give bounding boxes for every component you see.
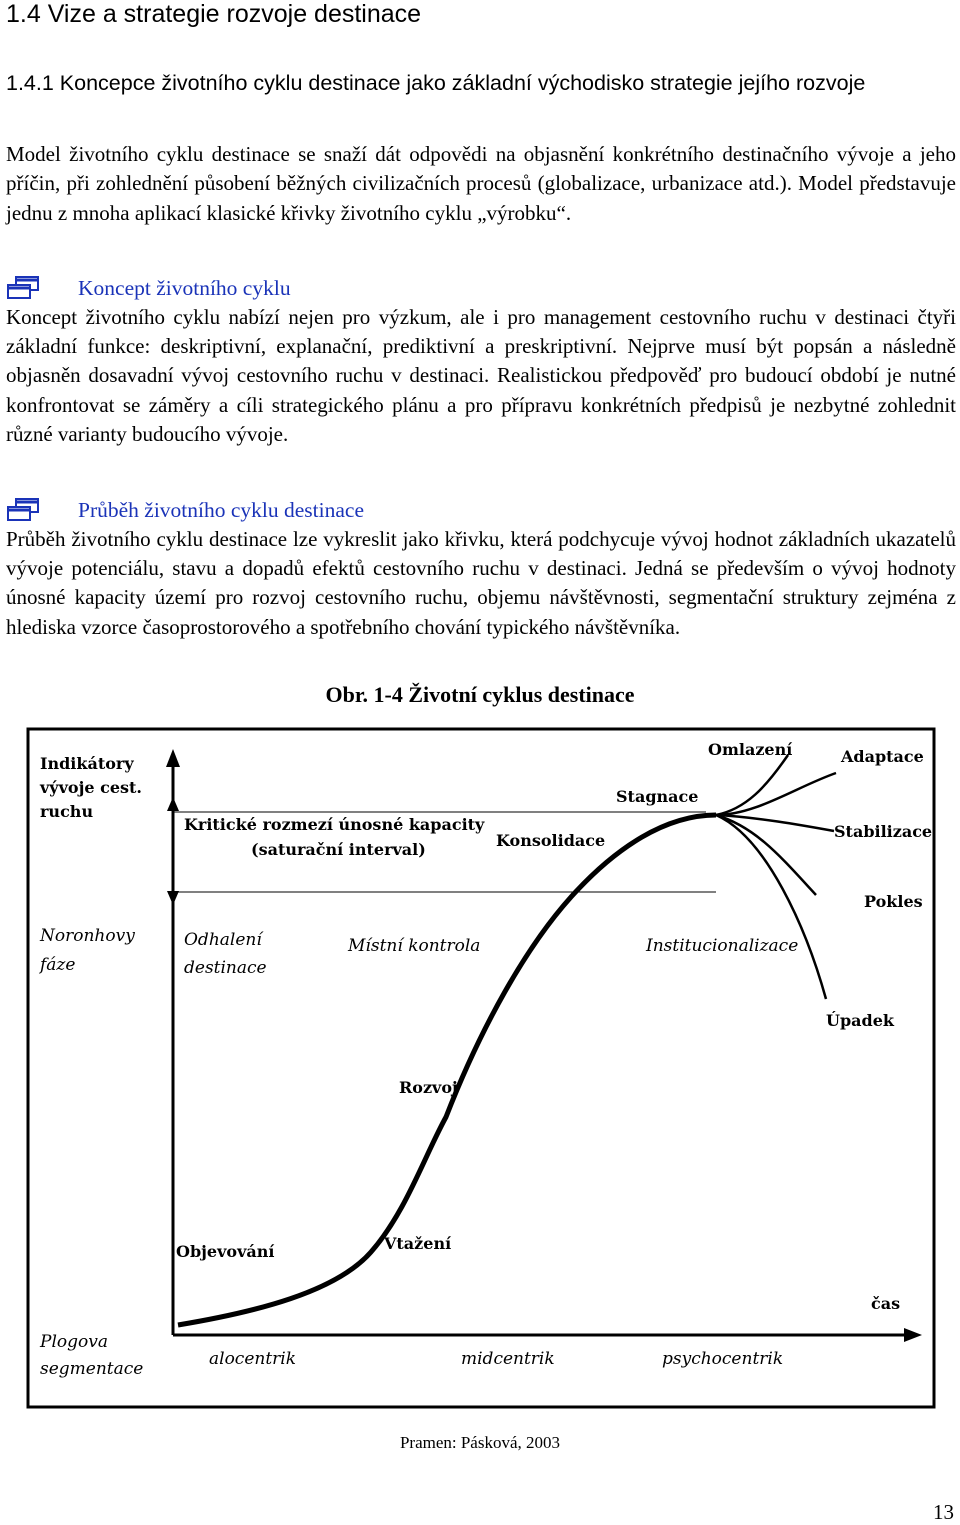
margin-note-label: Průběh životního cyklu destinace <box>78 498 364 522</box>
segment-midcentrik: midcentrik <box>461 1349 555 1369</box>
paragraph-concept: Koncept životního cyklu nabízí nejen pro výzkum, ale i pro management cestovního ruchu v destinaci čtyři základní funkce: deskriptivní, explanační, prediktivní a preskriptivní. Nejprve musí být popsán a následně objasněn dosavadní vývoj cestovního ruchu v destinaci. Realistickou předpověď pro budoucí období je nutné konfrontovat se záměry a cíli strategického plánu a pro přípravu konkrétních předpisů je nezbytné zohlednit různé varianty budoucího vývoje. <box>6 305 956 446</box>
segment-psychocentrik: psychocentrik <box>662 1349 784 1369</box>
subsection-heading: 1.4.1 Koncepce životního cyklu destinace jako základní východisko strategie jejího rozvoje <box>6 71 866 95</box>
x-axis-label: čas <box>871 1294 901 1313</box>
stage-vtazeni: Vtažení <box>384 1234 452 1253</box>
paragraph-intro: Model životního cyklu destinace se snaží dát odpovědi na objasnění konkrétního destinačního vývoje a jeho příčin, při zohlednění působení běžných civilizačních procesů (globalizace, urbanizace atd.). Model představuje jednu z mnoha aplikací klasické křivky životního cyklu „výrobku“. <box>6 142 956 225</box>
y-axis-label-line1: Indikátory <box>40 754 134 773</box>
stage-upadek: Úpadek <box>826 1011 894 1030</box>
phase-odhaleni-line1: Odhalení <box>184 930 262 950</box>
phase-label-line1: Noronhovy <box>40 926 135 946</box>
stage-adaptace: Adaptace <box>841 747 924 766</box>
stage-pokles: Pokles <box>864 892 923 911</box>
phase-odhaleni-line2: destinace <box>184 958 267 978</box>
segment-alocentrik: alocentrik <box>209 1349 297 1369</box>
life-cycle-diagram <box>26 727 936 1409</box>
segment-label-line2: segmentace <box>40 1359 144 1379</box>
stage-konsolidace: Konsolidace <box>496 831 606 850</box>
windows-icon <box>6 276 40 300</box>
section-heading: 1.4 Vize a strategie rozvoje destinace <box>6 0 422 28</box>
segment-label-line1: Plogova <box>40 1332 108 1352</box>
stage-rozvoj: Rozvoj <box>399 1078 458 1097</box>
stage-stabilizace: Stabilizace <box>834 822 933 841</box>
stage-omlazeni: Omlazení <box>708 740 793 759</box>
figure-caption: Obr. 1-4 Životní cyklus destinace <box>325 682 635 707</box>
y-axis-label-line3: ruchu <box>40 802 94 821</box>
phase-mistni-kontrola: Místní kontrola <box>348 936 481 956</box>
figure-source: Pramen: Pásková, 2003 <box>399 1433 561 1452</box>
capacity-label-line1: Kritické rozmezí únosné kapacity <box>184 815 485 834</box>
stage-stagnace: Stagnace <box>616 787 699 806</box>
windows-icon <box>6 498 40 522</box>
capacity-label-line2: (saturační interval) <box>251 840 426 859</box>
margin-note-label: Koncept životního cyklu <box>78 276 291 300</box>
page-number: 13 <box>933 1500 954 1524</box>
phase-label-line2: fáze <box>40 955 76 975</box>
paragraph-course: Průběh životního cyklu destinace lze vykreslit jako křivku, která podchycuje vývoj hodnot základních ukazatelů vývoje potenciálu, stavu a dopadů efektů cestovního ruchu v destinaci. Jedná se především o vývoj hodnoty únosné kapacity území pro rozvoj cestovního ruchu, objemu návštěvnosti, segmentační struktury zejména z hlediska vzorce časoprostorového a spotřebního chování typického návštěvníka. <box>6 527 956 639</box>
phase-institucionalizace: Institucionalizace <box>646 936 799 956</box>
stage-objevovani: Objevování <box>176 1242 275 1261</box>
y-axis-label-line2: vývoje cest. <box>40 778 142 797</box>
